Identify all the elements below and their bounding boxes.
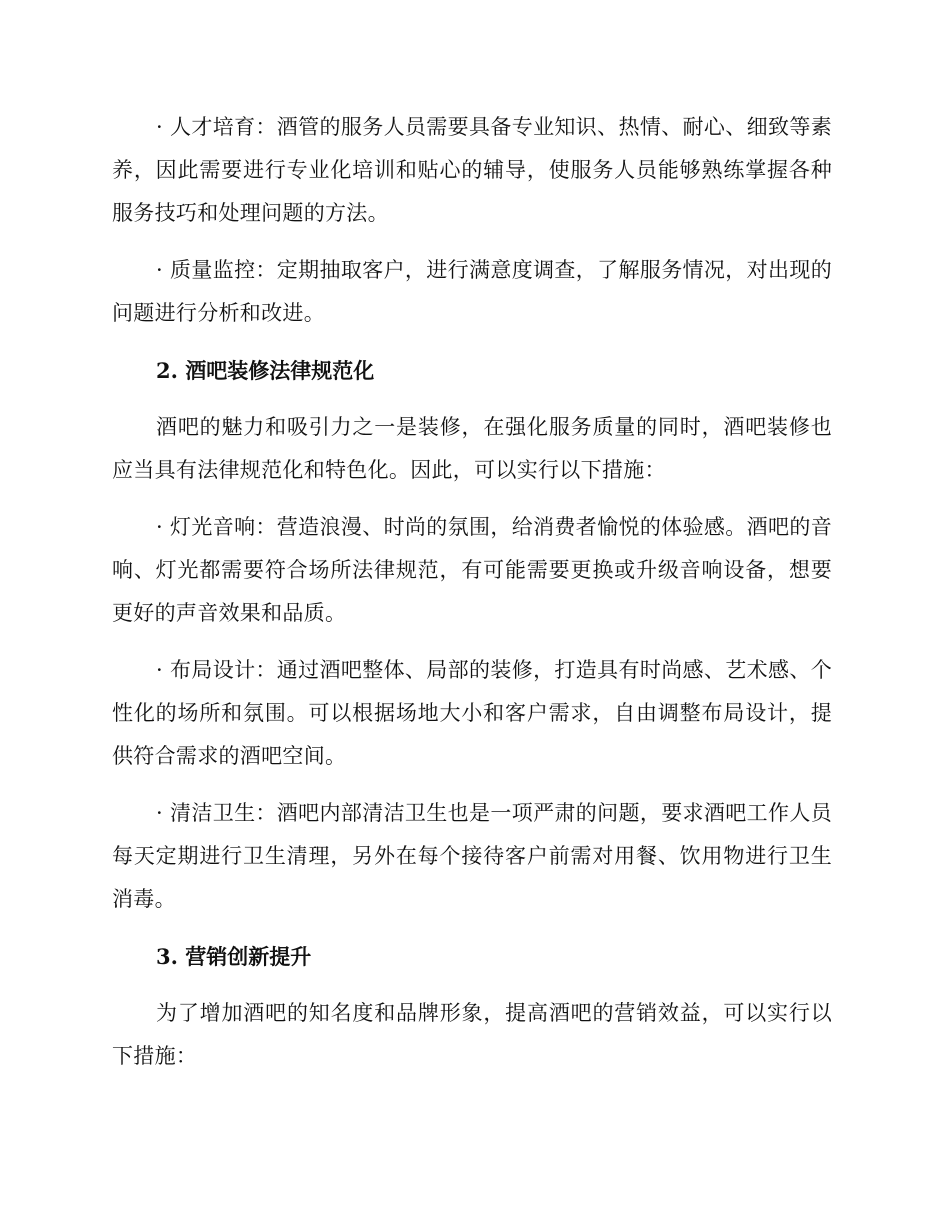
section-heading-marketing: 3. 营销创新提升 <box>156 944 312 969</box>
bullet-layout-design: · 布局设计：通过酒吧整体、局部的装修，打造具有时尚感、艺术感、个性化的场所和氛围。可以根据场地大小和客户需求，自由调整布局设计，提供符合需求的酒吧空间。 <box>112 658 832 768</box>
decoration-intro-paragraph: 酒吧的魅力和吸引力之一是装修，在强化服务质量的同时，酒吧装修也应当具有法律规范化和特色化。因此，可以实行以下措施： <box>112 415 832 482</box>
bullet-quality-monitoring: · 质量监控：定期抽取客户，进行满意度调查，了解服务情况，对出现的问题进行分析和改进。 <box>112 258 832 325</box>
bullet-cleaning-hygiene: · 清洁卫生：酒吧内部清洁卫生也是一项严肃的问题，要求酒吧工作人员每天定期进行卫生清理，另外在每个接待客户前需对用餐、饮用物进行卫生消毒。 <box>112 801 832 911</box>
bullet-lighting-sound: · 灯光音响：营造浪漫、时尚的氛围，给消费者愉悦的体验感。酒吧的音响、灯光都需要符合场所法律规范，有可能需要更换或升级音响设备，想要更好的声音效果和品质。 <box>112 515 832 625</box>
section-heading-decoration: 2. 酒吧装修法律规范化 <box>156 358 375 383</box>
bullet-talent-training: · 人才培育：酒管的服务人员需要具备专业知识、热情、耐心、细致等素养，因此需要进行专业化培训和贴心的辅导，使服务人员能够熟练掌握各种服务技巧和处理问题的方法。 <box>112 115 832 225</box>
marketing-intro-paragraph: 为了增加酒吧的知名度和品牌形象，提高酒吧的营销效益，可以实行以下措施： <box>112 1001 832 1068</box>
document-page <box>112 106 832 1092</box>
